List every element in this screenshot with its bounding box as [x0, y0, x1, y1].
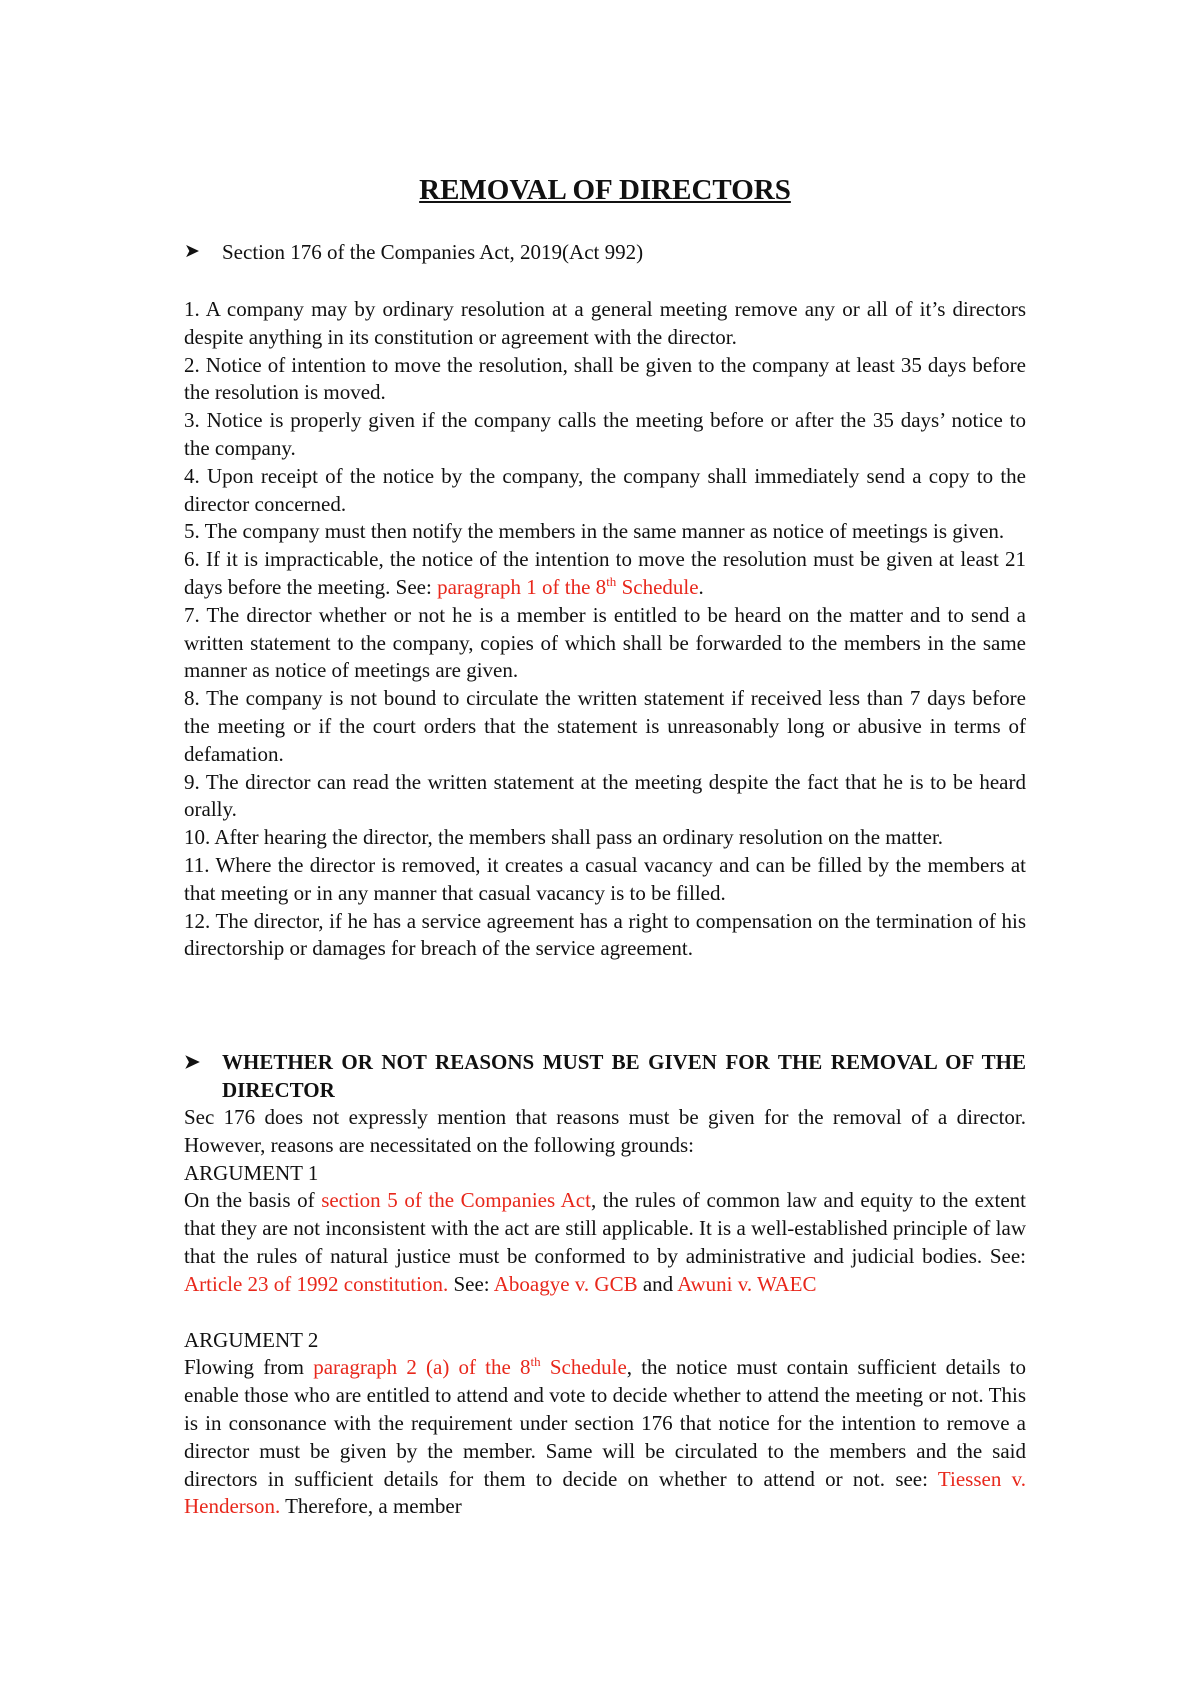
citation-text: Awuni v. WAEC: [677, 1271, 817, 1296]
arrowhead-bullet-icon: ➤: [184, 1052, 200, 1073]
paragraph-spacer: [184, 1299, 1026, 1327]
citation-text: Aboagye v. GCB: [493, 1271, 638, 1296]
citation-text: paragraph 1 of the 8: [437, 574, 607, 599]
citation-text: th: [530, 1354, 541, 1370]
section-reference: [184, 238, 1026, 266]
body-text: 7. The director whether or not he is a member is entitled to be heard on the matter and to send a written statement to the company, copies of which shall be forwarded to the members in the same manner as notice of meetings are given.: [184, 602, 1026, 683]
citation-text: Schedule: [616, 574, 699, 599]
reasons-intro: Sec 176 does not expressly mention that reasons must be given for the removal of a director. However, reasons are necessitated on the following grounds:: [184, 1105, 1026, 1157]
body-text: , the rules of common law and equity to the extent that they are not inconsistent with the act are still applicable. It is a well-established principle of law that the rules of natural justice must be conformed to by administrative and judicial bodies. See:: [184, 1188, 1026, 1268]
provision-item: [184, 352, 1026, 408]
body-text: Flowing from: [184, 1355, 314, 1380]
reasons-heading-text: WHETHER OR NOT REASONS MUST BE GIVEN FOR THE REMOVAL OF THE DIRECTOR: [222, 1050, 1026, 1102]
body-text: On the basis of: [184, 1188, 322, 1213]
provision-item: [184, 908, 1026, 964]
arrowhead-bullet-icon: ➤: [184, 241, 200, 262]
body-text: 8. The company is not bound to circulate the written statement if received less than 7 days before the meeting or if the court orders that the statement is unreasonably long or abusive in terms of defamation.: [184, 686, 1026, 766]
provision-item: [184, 463, 1026, 519]
citation-text: Tiessen v. Henderson.: [184, 1466, 1027, 1519]
body-text: Therefore, a member: [280, 1494, 462, 1519]
body-text: , the notice must contain sufficient details to enable those who are entitled to attend and vote to decide whether to attend the meeting or not. This is in consonance with the requirement under section 176 that notice for the intention to remove a director must be given by the member. Same will be circulated to the members and the said directors in sufficient details for them to decide on whether to attend or not. see:: [184, 1355, 1026, 1491]
body-text: 10. After hearing the director, the members shall pass an ordinary resolution on the matter.: [184, 825, 944, 850]
provision-item: [184, 546, 1026, 602]
citation-text: Schedule: [540, 1355, 627, 1380]
citation-text: section 5 of the Companies Act: [321, 1188, 591, 1213]
section-reference-line: [184, 238, 1026, 266]
argument-1-text: [184, 1187, 1026, 1298]
provision-item: [184, 769, 1026, 825]
body-text: 2. Notice of intention to move the resolution, shall be given to the company at least 35 days before the resolution is moved.: [184, 352, 1026, 405]
body-text: See:: [448, 1271, 494, 1296]
body-text: 3. Notice is properly given if the company calls the meeting before or after the 35 days’ notice to the company.: [184, 408, 1026, 460]
body-text: .: [698, 574, 704, 599]
reasons-heading: [184, 1049, 1026, 1104]
body-text: 12. The director, if he has a service agreement has a right to compensation on the termination of his directorship or damages for breach of the service agreement.: [184, 908, 1026, 961]
provision-list: [184, 296, 1026, 963]
body-text: 6. If it is impracticable, the notice of the intention to move the resolution must be given at least 21 days before the meeting. See:: [184, 547, 1026, 599]
reasons-section: [184, 1049, 1026, 1521]
provision-item: [184, 602, 1026, 685]
argument-1-label: ARGUMENT 1: [184, 1160, 319, 1185]
argument-2-text: [184, 1354, 1026, 1521]
body-text: 4. Upon receipt of the notice by the company, the company shall immediately send a copy to the director concerned.: [184, 463, 1026, 516]
section-reference-text: Section 176 of the Companies Act, 2019(Act 992): [222, 240, 644, 264]
provision-item: [184, 296, 1026, 352]
provision-item: [184, 407, 1026, 463]
page-title: REMOVAL OF DIRECTORS: [419, 174, 791, 206]
citation-text: th: [606, 573, 617, 589]
provision-item: [184, 824, 1026, 852]
body-text: 9. The director can read the written statement at the meeting despite the fact that he is to be heard orally.: [184, 769, 1026, 822]
body-text: 5. The company must then notify the members in the same manner as notice of meetings is given.: [184, 519, 1005, 544]
citation-text: paragraph 2 (a) of the 8: [313, 1355, 531, 1380]
body-text: and: [637, 1271, 678, 1296]
citation-text: Article 23 of 1992 constitution.: [184, 1271, 449, 1296]
provision-item: [184, 852, 1026, 908]
provision-item: [184, 518, 1026, 546]
provision-item: [184, 685, 1026, 768]
argument-2-label: ARGUMENT 2: [184, 1327, 319, 1352]
body-text: 1. A company may by ordinary resolution at a general meeting remove any or all of it’s directors despite anything in its constitution or agreement with the director.: [184, 297, 1026, 349]
body-text: 11. Where the director is removed, it creates a casual vacancy and can be filled by the members at that meeting or in any manner that casual vacancy is to be filled.: [184, 852, 1026, 905]
